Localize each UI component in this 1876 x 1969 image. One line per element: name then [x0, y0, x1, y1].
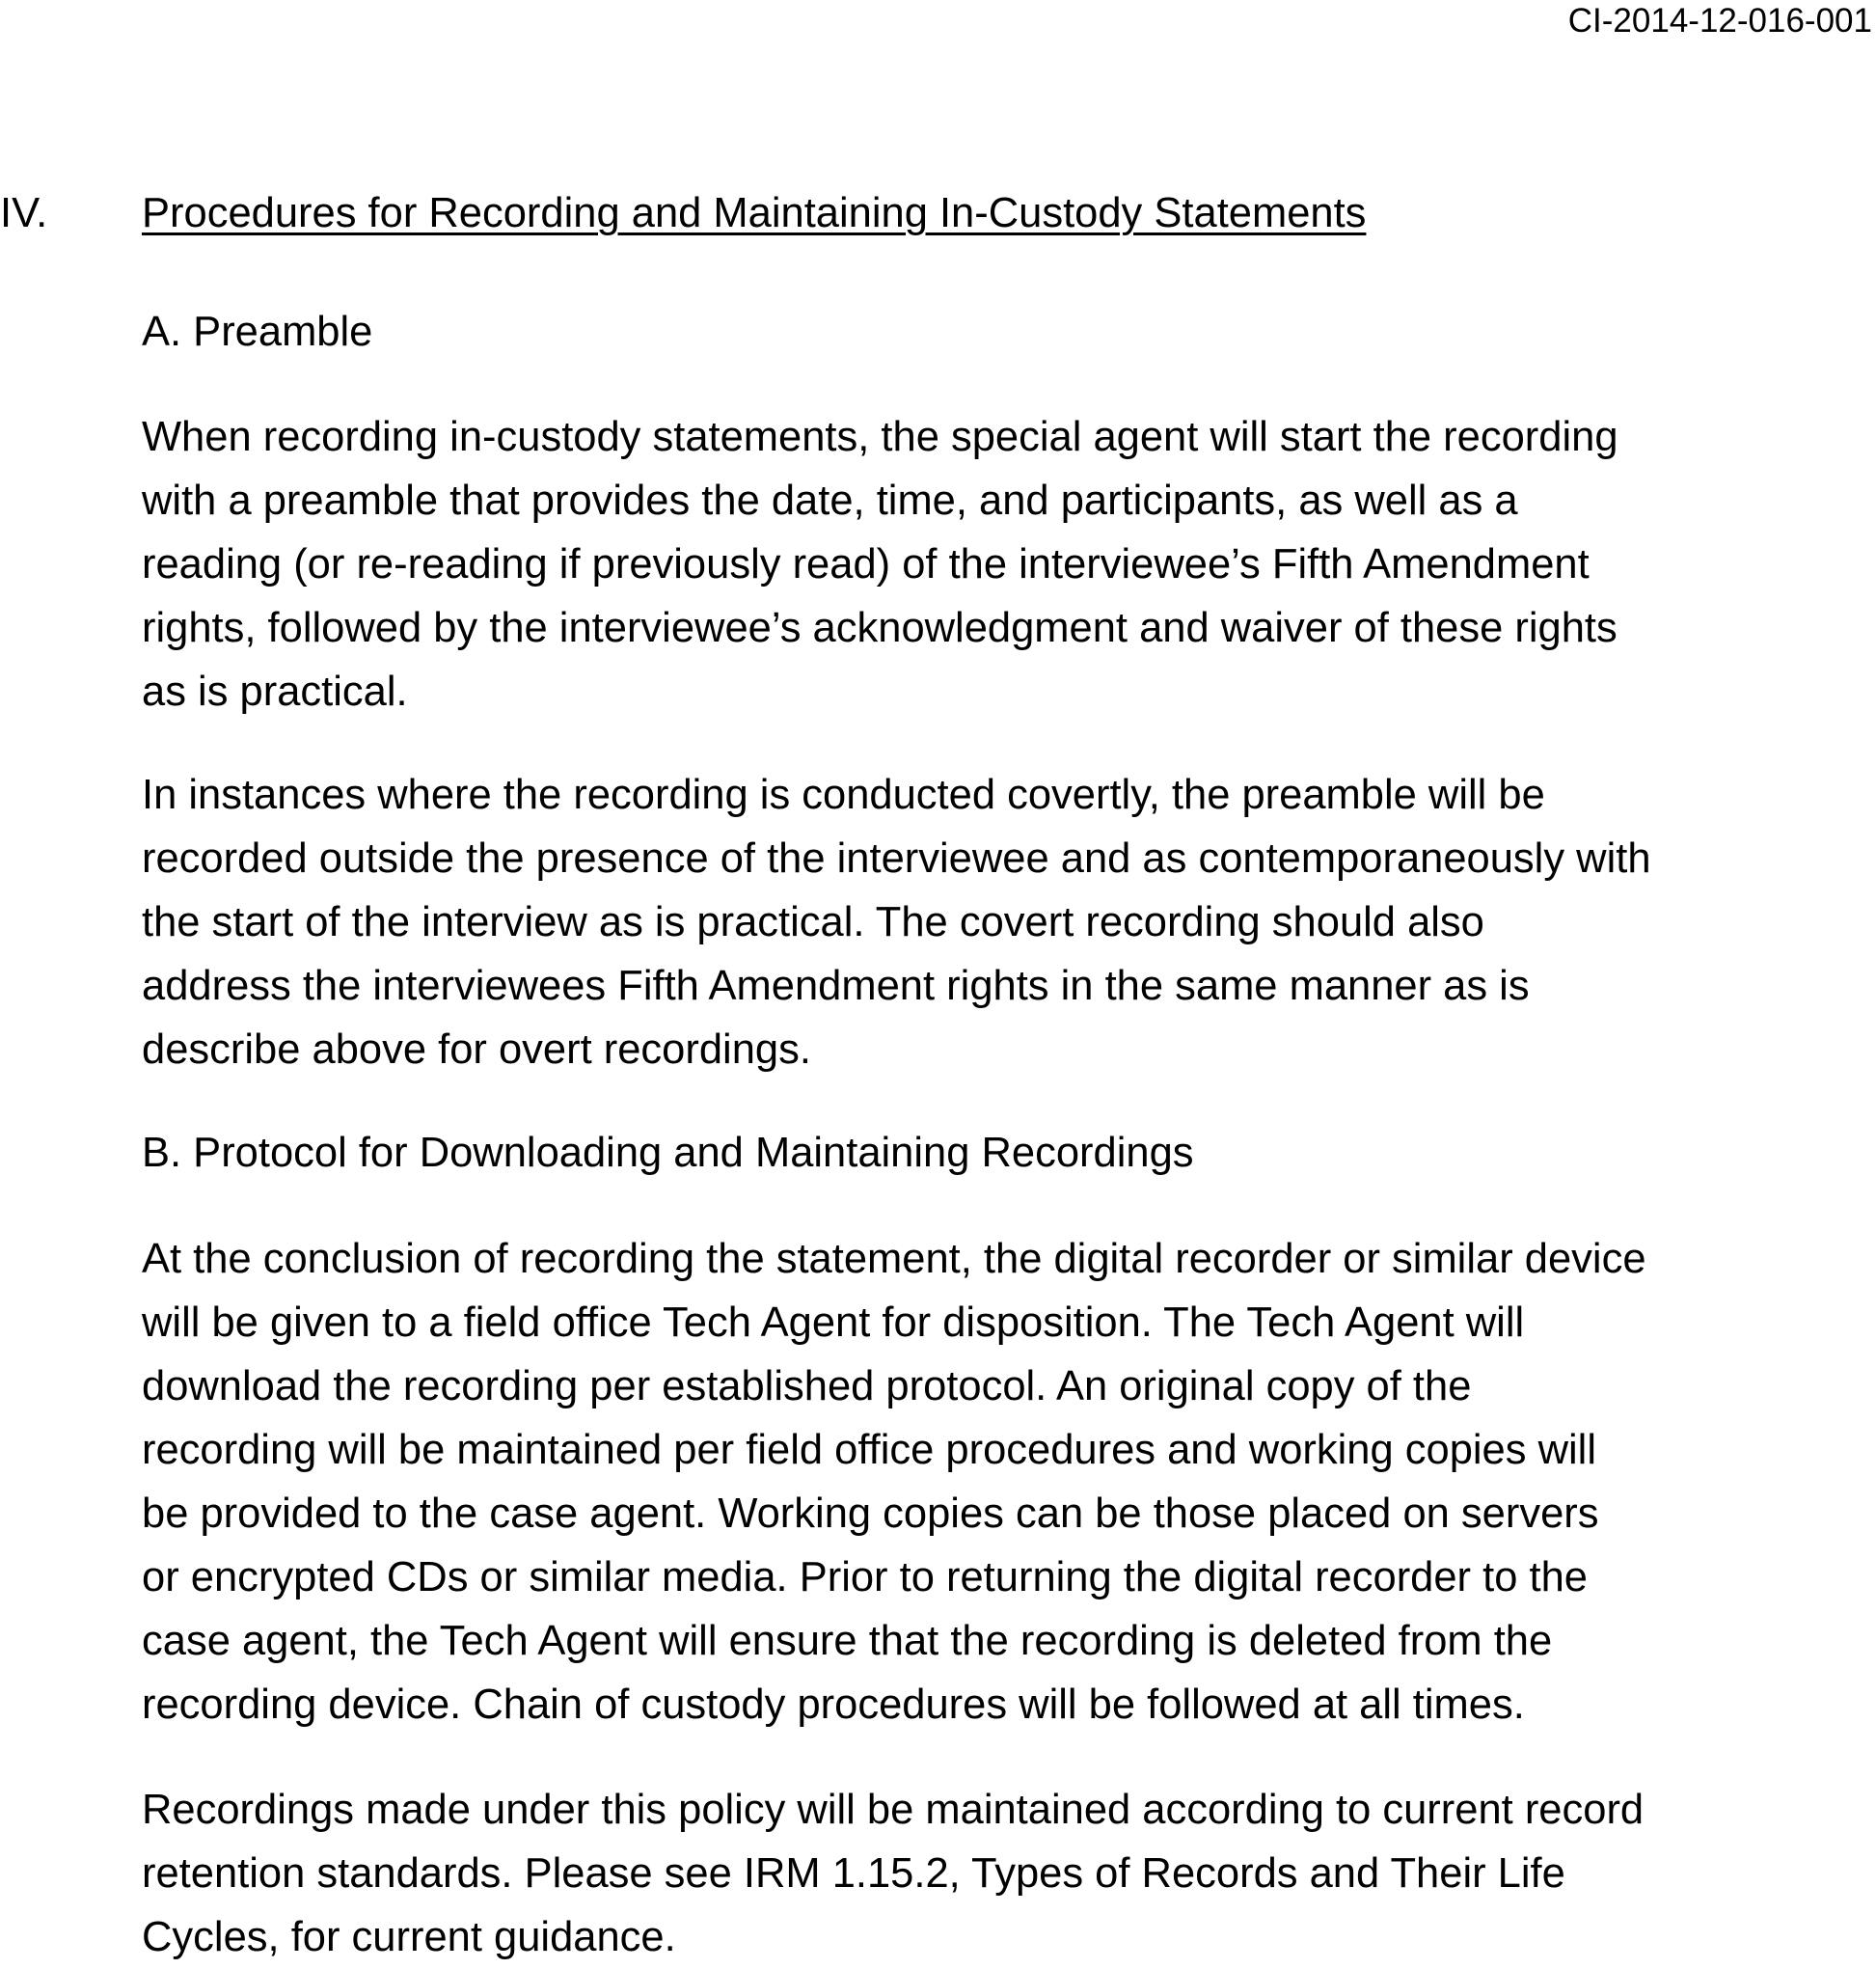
text-line: At the conclusion of recording the statement, the digital recorder or similar device: [142, 1236, 1646, 1282]
heading-text: A. Preamble: [142, 309, 373, 355]
paragraph-download-protocol: [142, 1227, 1646, 1737]
text-line: recording device. Chain of custody procedures will be followed at all times.: [142, 1682, 1525, 1728]
paragraph-covert: [142, 763, 1651, 1081]
text-line: as is practical.: [142, 669, 408, 715]
text-line: retention standards. Please see IRM 1.15.2, Types of Records and Their Life: [142, 1850, 1565, 1897]
section-number: IV.: [0, 190, 48, 236]
text-line: address the interviewees Fifth Amendment rights in the same manner as is: [142, 963, 1530, 1009]
text-line: In instances where the recording is conducted covertly, the preamble will be: [142, 772, 1545, 818]
paragraph-retention: [142, 1778, 1644, 1969]
text-line: Recordings made under this policy will be maintained according to current record: [142, 1787, 1645, 1833]
heading-text: B. Protocol for Downloading and Maintaining Recordings: [142, 1130, 1194, 1176]
text-line: download the recording per established protocol. An original copy of the: [142, 1363, 1472, 1409]
text-line: will be given to a field office Tech Agent for disposition. The Tech Agent will: [142, 1299, 1525, 1346]
text-line: Cycles, for current guidance.: [142, 1914, 676, 1960]
subsection-a-heading: [142, 300, 372, 364]
section-title: Procedures for Recording and Maintaining In-Custody Statements: [142, 190, 1367, 236]
text-line: recording will be maintained per field office procedures and working copies will: [142, 1427, 1596, 1473]
text-line: When recording in-custody statements, the special agent will start the recording: [142, 414, 1618, 460]
paragraph-preamble: [142, 405, 1618, 724]
text-line: with a preamble that provides the date, time, and participants, as well as a: [142, 478, 1518, 524]
text-line: be provided to the case agent. Working copies can be those placed on servers: [142, 1490, 1599, 1537]
text-line: reading (or re-reading if previously read) of the interviewee’s Fifth Amendment: [142, 541, 1590, 588]
text-line: or encrypted CDs or similar media. Prior to returning the digital recorder to the: [142, 1554, 1588, 1600]
text-line: case agent, the Tech Agent will ensure that the recording is deleted from the: [142, 1618, 1553, 1664]
document-id: CI-2014-12-016-001: [1567, 2, 1872, 40]
subsection-b-heading: [142, 1121, 1194, 1185]
text-line: the start of the interview as is practical. The covert recording should also: [142, 899, 1484, 945]
text-line: rights, followed by the interviewee’s acknowledgment and waiver of these rights: [142, 605, 1618, 651]
text-line: recorded outside the presence of the interviewee and as contemporaneously with: [142, 835, 1651, 882]
text-line: describe above for overt recordings.: [142, 1026, 811, 1073]
